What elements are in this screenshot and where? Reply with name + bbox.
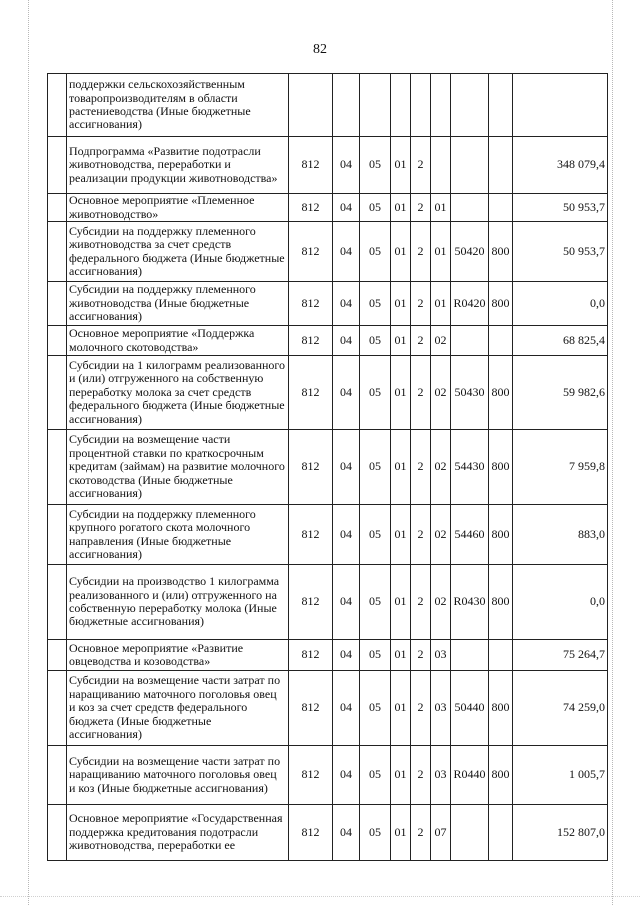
- row-number-cell: [48, 430, 67, 505]
- direction-code-cell: [451, 137, 489, 194]
- section-code-cell: 04: [333, 137, 360, 194]
- amount-cell: 1 005,7: [513, 746, 608, 805]
- ministry-code-cell: 812: [289, 746, 333, 805]
- direction-code-cell: [451, 326, 489, 356]
- row-number-cell: [48, 222, 67, 282]
- ministry-code-cell: 812: [289, 282, 333, 326]
- item-name-cell: Подпрограмма «Развитие подотрасли животноводства, переработки и реализации продукции животноводства»: [67, 137, 289, 194]
- table-row: [48, 565, 608, 640]
- program-code-cell: [391, 74, 411, 137]
- section-code-cell: [333, 74, 360, 137]
- subprogram-code-cell: 2: [411, 282, 431, 326]
- item-name-cell: Субсидии на поддержку племенного животноводства (Иные бюджетные ассигнования): [67, 282, 289, 326]
- ministry-code-cell: 812: [289, 356, 333, 430]
- expense-type-cell: 800: [489, 356, 513, 430]
- direction-code-cell: [451, 194, 489, 222]
- ministry-code-cell: 812: [289, 137, 333, 194]
- direction-code-cell: R0430: [451, 565, 489, 640]
- subsection-code-cell: 05: [360, 222, 391, 282]
- section-code-cell: 04: [333, 356, 360, 430]
- program-code-cell: 01: [391, 194, 411, 222]
- row-number-cell: [48, 746, 67, 805]
- program-code-cell: 01: [391, 222, 411, 282]
- expense-type-cell: [489, 74, 513, 137]
- program-code-cell: 01: [391, 356, 411, 430]
- direction-code-cell: 54430: [451, 430, 489, 505]
- direction-code-cell: 54460: [451, 505, 489, 565]
- amount-cell: [513, 74, 608, 137]
- amount-cell: 7 959,8: [513, 430, 608, 505]
- event-code-cell: 03: [431, 746, 451, 805]
- row-number-cell: [48, 640, 67, 671]
- item-name-cell: поддержки сельскохозяйственным товаропроизводителям в области растениеводства (Иные бюджетные ассигнования): [67, 74, 289, 137]
- subprogram-code-cell: 2: [411, 222, 431, 282]
- table-row: [48, 640, 608, 671]
- ministry-code-cell: 812: [289, 640, 333, 671]
- subsection-code-cell: 05: [360, 805, 391, 861]
- row-number-cell: [48, 356, 67, 430]
- table-row: [48, 805, 608, 861]
- section-code-cell: 04: [333, 640, 360, 671]
- subprogram-code-cell: 2: [411, 356, 431, 430]
- subprogram-code-cell: 2: [411, 746, 431, 805]
- event-code-cell: 03: [431, 671, 451, 746]
- table-row: [48, 505, 608, 565]
- expense-type-cell: [489, 805, 513, 861]
- event-code-cell: 07: [431, 805, 451, 861]
- expense-type-cell: 800: [489, 746, 513, 805]
- subsection-code-cell: 05: [360, 194, 391, 222]
- amount-cell: 68 825,4: [513, 326, 608, 356]
- subprogram-code-cell: [411, 74, 431, 137]
- subprogram-code-cell: 2: [411, 505, 431, 565]
- row-number-cell: [48, 137, 67, 194]
- direction-code-cell: 50420: [451, 222, 489, 282]
- program-code-cell: 01: [391, 565, 411, 640]
- section-code-cell: 04: [333, 430, 360, 505]
- event-code-cell: 02: [431, 326, 451, 356]
- amount-cell: 74 259,0: [513, 671, 608, 746]
- direction-code-cell: R0420: [451, 282, 489, 326]
- expense-type-cell: 800: [489, 505, 513, 565]
- ministry-code-cell: 812: [289, 194, 333, 222]
- amount-cell: 348 079,4: [513, 137, 608, 194]
- row-number-cell: [48, 805, 67, 861]
- expense-type-cell: 800: [489, 282, 513, 326]
- event-code-cell: 01: [431, 194, 451, 222]
- row-number-cell: [48, 505, 67, 565]
- section-code-cell: 04: [333, 222, 360, 282]
- event-code-cell: [431, 74, 451, 137]
- row-number-cell: [48, 74, 67, 137]
- section-code-cell: 04: [333, 746, 360, 805]
- subprogram-code-cell: 2: [411, 137, 431, 194]
- ministry-code-cell: 812: [289, 565, 333, 640]
- row-number-cell: [48, 671, 67, 746]
- amount-cell: 75 264,7: [513, 640, 608, 671]
- program-code-cell: 01: [391, 505, 411, 565]
- right-margin-line: [612, 0, 613, 905]
- amount-cell: 0,0: [513, 565, 608, 640]
- row-number-cell: [48, 282, 67, 326]
- item-name-cell: Основное мероприятие «Государственная поддержка кредитования подотрасли животноводства, переработки ее: [67, 805, 289, 861]
- subprogram-code-cell: 2: [411, 671, 431, 746]
- section-code-cell: 04: [333, 505, 360, 565]
- subsection-code-cell: 05: [360, 326, 391, 356]
- subsection-code-cell: 05: [360, 137, 391, 194]
- subprogram-code-cell: 2: [411, 430, 431, 505]
- ministry-code-cell: [289, 74, 333, 137]
- section-code-cell: 04: [333, 194, 360, 222]
- direction-code-cell: [451, 640, 489, 671]
- item-name-cell: Субсидии на поддержку племенного крупного рогатого скота молочного направления (Иные бюджетные ассигнования): [67, 505, 289, 565]
- event-code-cell: 02: [431, 565, 451, 640]
- program-code-cell: 01: [391, 137, 411, 194]
- ministry-code-cell: 812: [289, 326, 333, 356]
- program-code-cell: 01: [391, 671, 411, 746]
- expense-type-cell: [489, 640, 513, 671]
- ministry-code-cell: 812: [289, 805, 333, 861]
- expense-type-cell: [489, 326, 513, 356]
- event-code-cell: 03: [431, 640, 451, 671]
- subprogram-code-cell: 2: [411, 194, 431, 222]
- program-code-cell: 01: [391, 326, 411, 356]
- row-number-cell: [48, 194, 67, 222]
- expense-type-cell: 800: [489, 430, 513, 505]
- item-name-cell: Субсидии на возмещение части процентной ставки по краткосрочным кредитам (займам) на развитие молочного скотоводства (Иные бюджетные ассигнования): [67, 430, 289, 505]
- ministry-code-cell: 812: [289, 671, 333, 746]
- program-code-cell: 01: [391, 640, 411, 671]
- row-number-cell: [48, 326, 67, 356]
- budget-table: [47, 73, 608, 861]
- ministry-code-cell: 812: [289, 505, 333, 565]
- section-code-cell: 04: [333, 565, 360, 640]
- item-name-cell: Основное мероприятие «Племенное животноводство»: [67, 194, 289, 222]
- ministry-code-cell: 812: [289, 430, 333, 505]
- subsection-code-cell: 05: [360, 282, 391, 326]
- subsection-code-cell: 05: [360, 565, 391, 640]
- section-code-cell: 04: [333, 805, 360, 861]
- table-row: [48, 137, 608, 194]
- event-code-cell: 01: [431, 222, 451, 282]
- amount-cell: 152 807,0: [513, 805, 608, 861]
- expense-type-cell: [489, 137, 513, 194]
- table-row: [48, 282, 608, 326]
- table-row: [48, 356, 608, 430]
- subprogram-code-cell: 2: [411, 326, 431, 356]
- subprogram-code-cell: 2: [411, 565, 431, 640]
- event-code-cell: 01: [431, 282, 451, 326]
- subsection-code-cell: 05: [360, 430, 391, 505]
- subsection-code-cell: [360, 74, 391, 137]
- table-body: [48, 74, 608, 861]
- item-name-cell: Субсидии на поддержку племенного животноводства за счет средств федерального бюджета (Иные бюджетные ассигнования): [67, 222, 289, 282]
- expense-type-cell: 800: [489, 222, 513, 282]
- amount-cell: 50 953,7: [513, 222, 608, 282]
- direction-code-cell: R0440: [451, 746, 489, 805]
- subsection-code-cell: 05: [360, 746, 391, 805]
- subsection-code-cell: 05: [360, 671, 391, 746]
- item-name-cell: Основное мероприятие «Поддержка молочного скотоводства»: [67, 326, 289, 356]
- program-code-cell: 01: [391, 746, 411, 805]
- program-code-cell: 01: [391, 430, 411, 505]
- section-code-cell: 04: [333, 671, 360, 746]
- amount-cell: 50 953,7: [513, 194, 608, 222]
- subprogram-code-cell: 2: [411, 640, 431, 671]
- program-code-cell: 01: [391, 805, 411, 861]
- table-row: [48, 671, 608, 746]
- item-name-cell: Основное мероприятие «Развитие овцеводства и козоводства»: [67, 640, 289, 671]
- subsection-code-cell: 05: [360, 356, 391, 430]
- direction-code-cell: 50430: [451, 356, 489, 430]
- program-code-cell: 01: [391, 282, 411, 326]
- amount-cell: 59 982,6: [513, 356, 608, 430]
- item-name-cell: Субсидии на производство 1 килограмма реализованного и (или) отгруженного на собственную переработку молока (Иные бюджетные ассигнования): [67, 565, 289, 640]
- direction-code-cell: 50440: [451, 671, 489, 746]
- ministry-code-cell: 812: [289, 222, 333, 282]
- item-name-cell: Субсидии на 1 килограмм реализованного и (или) отгруженного на собственную переработку молока за счет средств федерального бюджета (Иные бюджетные ассигнования): [67, 356, 289, 430]
- subprogram-code-cell: 2: [411, 805, 431, 861]
- table-row: [48, 74, 608, 137]
- expense-type-cell: [489, 194, 513, 222]
- page-number: 82: [313, 42, 327, 57]
- table-row: [48, 194, 608, 222]
- amount-cell: 0,0: [513, 282, 608, 326]
- table-row: [48, 430, 608, 505]
- event-code-cell: 02: [431, 505, 451, 565]
- row-number-cell: [48, 565, 67, 640]
- item-name-cell: Субсидии на возмещение части затрат по наращиванию маточного поголовья овец и коз за счет средств федерального бюджета (Иные бюджетные ассигнования): [67, 671, 289, 746]
- amount-cell: 883,0: [513, 505, 608, 565]
- section-code-cell: 04: [333, 326, 360, 356]
- expense-type-cell: 800: [489, 671, 513, 746]
- direction-code-cell: [451, 74, 489, 137]
- direction-code-cell: [451, 805, 489, 861]
- subsection-code-cell: 05: [360, 505, 391, 565]
- left-margin-line: [28, 0, 29, 905]
- event-code-cell: 02: [431, 430, 451, 505]
- item-name-cell: Субсидии на возмещение части затрат по наращиванию маточного поголовья овец и коз (Иные бюджетные ассигнования): [67, 746, 289, 805]
- table-row: [48, 746, 608, 805]
- expense-type-cell: 800: [489, 565, 513, 640]
- section-code-cell: 04: [333, 282, 360, 326]
- subsection-code-cell: 05: [360, 640, 391, 671]
- table-row: [48, 326, 608, 356]
- table-row: [48, 222, 608, 282]
- event-code-cell: [431, 137, 451, 194]
- event-code-cell: 02: [431, 356, 451, 430]
